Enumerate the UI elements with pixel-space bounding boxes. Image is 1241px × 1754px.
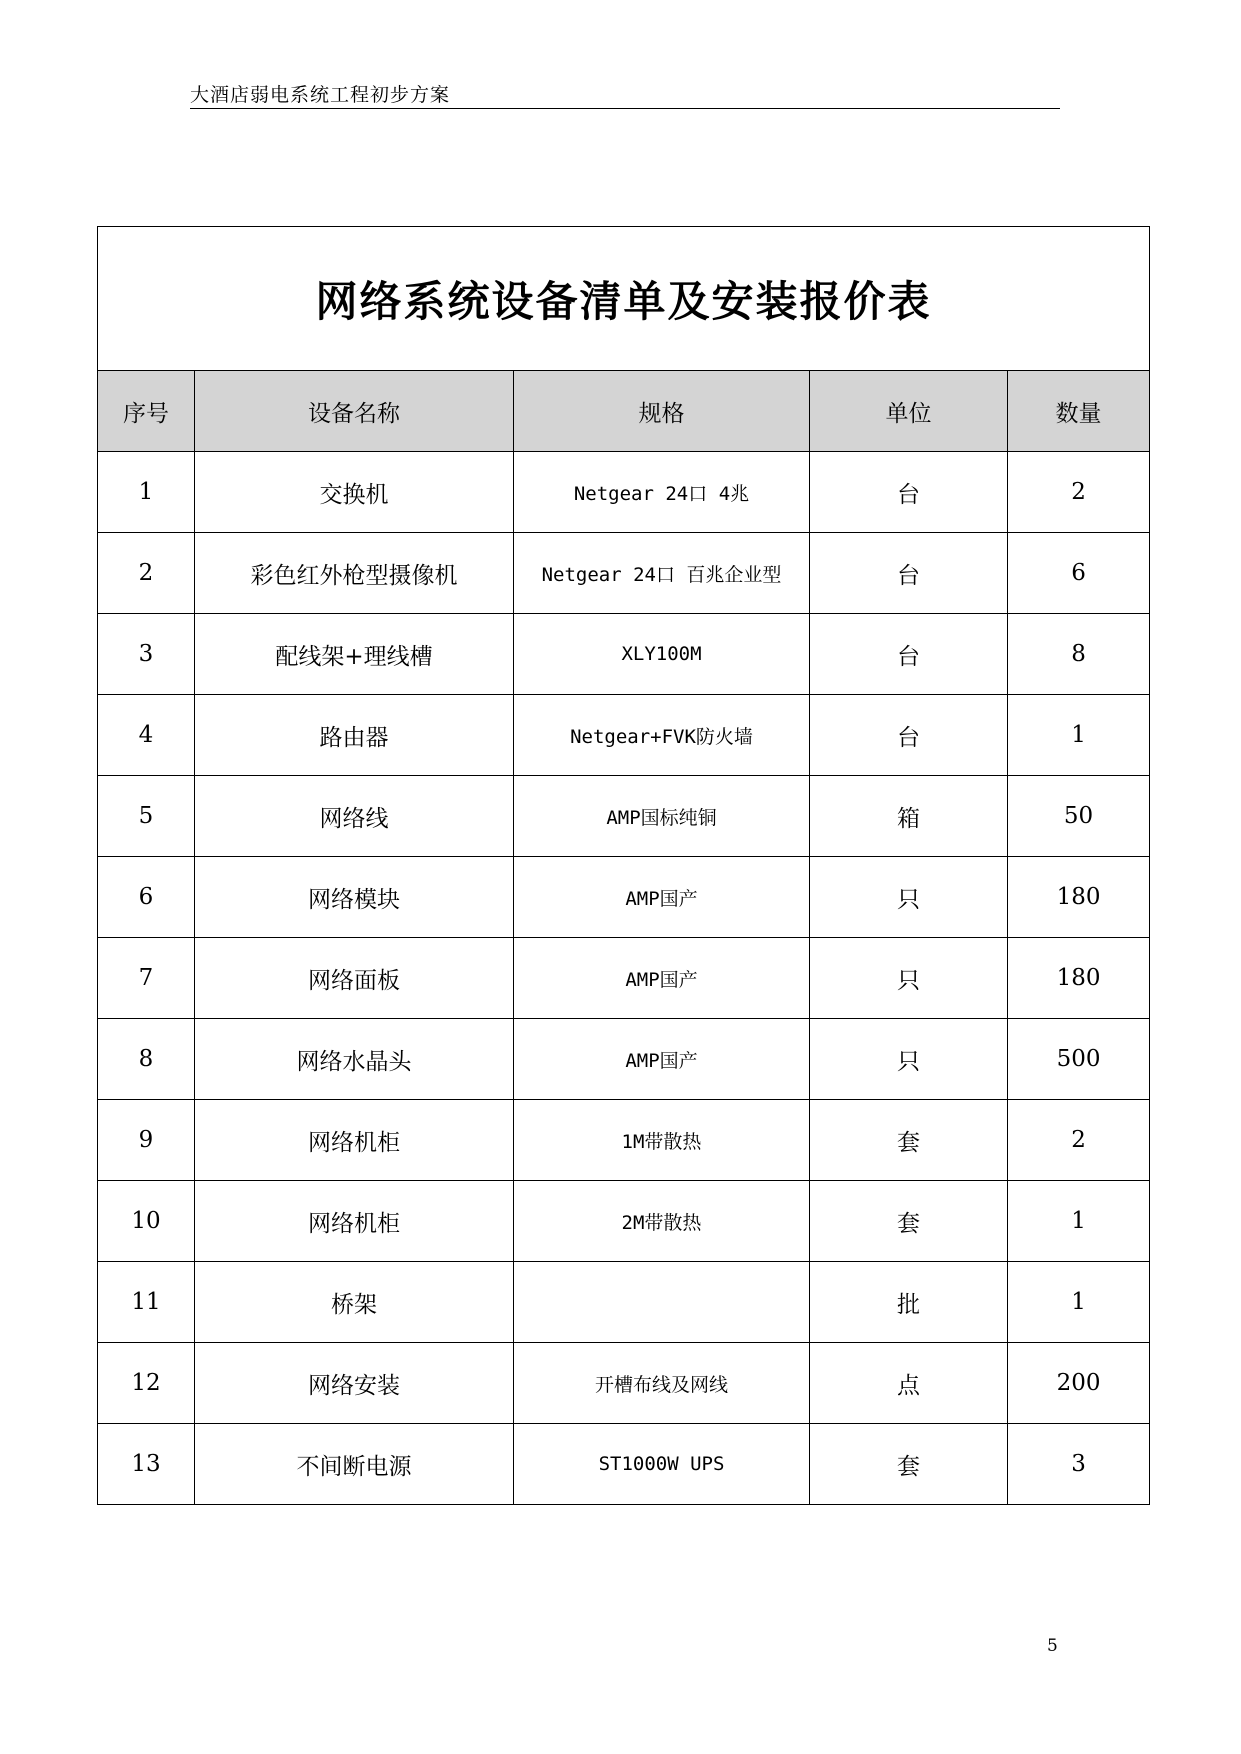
cell-unit: 只 bbox=[810, 857, 1008, 938]
table-row bbox=[98, 695, 1150, 776]
table-header-row bbox=[98, 371, 1150, 452]
cell-no: 3 bbox=[98, 614, 195, 695]
column-header-no: 序号 bbox=[98, 371, 195, 452]
table-title: 网络系统设备清单及安装报价表 bbox=[98, 227, 1150, 371]
column-header-spec: 规格 bbox=[514, 371, 810, 452]
cell-qty: 180 bbox=[1008, 938, 1150, 1019]
cell-no: 9 bbox=[98, 1100, 195, 1181]
cell-no: 2 bbox=[98, 533, 195, 614]
cell-qty: 6 bbox=[1008, 533, 1150, 614]
table-row bbox=[98, 857, 1150, 938]
table-row bbox=[98, 1262, 1150, 1343]
cell-no: 7 bbox=[98, 938, 195, 1019]
cell-unit: 台 bbox=[810, 695, 1008, 776]
cell-no: 12 bbox=[98, 1343, 195, 1424]
cell-unit: 箱 bbox=[810, 776, 1008, 857]
column-header-qty: 数量 bbox=[1008, 371, 1150, 452]
cell-name: 网络安装 bbox=[195, 1343, 514, 1424]
cell-unit: 只 bbox=[810, 938, 1008, 1019]
table-title-row bbox=[98, 227, 1150, 371]
cell-spec: Netgear 24口 百兆企业型 bbox=[514, 533, 810, 614]
cell-name: 桥架 bbox=[195, 1262, 514, 1343]
cell-spec bbox=[514, 1262, 810, 1343]
cell-name: 网络水晶头 bbox=[195, 1019, 514, 1100]
cell-spec: AMP国产 bbox=[514, 857, 810, 938]
cell-name: 彩色红外枪型摄像机 bbox=[195, 533, 514, 614]
cell-name: 路由器 bbox=[195, 695, 514, 776]
page-number: 5 bbox=[1047, 1636, 1058, 1656]
cell-unit: 批 bbox=[810, 1262, 1008, 1343]
cell-qty: 8 bbox=[1008, 614, 1150, 695]
cell-qty: 1 bbox=[1008, 1181, 1150, 1262]
running-header bbox=[190, 84, 1060, 109]
cell-no: 13 bbox=[98, 1424, 195, 1505]
table-row bbox=[98, 1100, 1150, 1181]
cell-spec: 开槽布线及网线 bbox=[514, 1343, 810, 1424]
cell-name: 网络面板 bbox=[195, 938, 514, 1019]
cell-no: 1 bbox=[98, 452, 195, 533]
cell-qty: 50 bbox=[1008, 776, 1150, 857]
column-header-unit: 单位 bbox=[810, 371, 1008, 452]
table-row bbox=[98, 614, 1150, 695]
cell-qty: 2 bbox=[1008, 1100, 1150, 1181]
cell-qty: 1 bbox=[1008, 695, 1150, 776]
cell-spec: XLY100M bbox=[514, 614, 810, 695]
cell-spec: AMP国标纯铜 bbox=[514, 776, 810, 857]
cell-spec: AMP国产 bbox=[514, 1019, 810, 1100]
cell-name: 网络模块 bbox=[195, 857, 514, 938]
cell-unit: 台 bbox=[810, 452, 1008, 533]
cell-name: 不间断电源 bbox=[195, 1424, 514, 1505]
table-row bbox=[98, 1181, 1150, 1262]
cell-no: 10 bbox=[98, 1181, 195, 1262]
cell-no: 11 bbox=[98, 1262, 195, 1343]
cell-unit: 点 bbox=[810, 1343, 1008, 1424]
cell-spec: AMP国产 bbox=[514, 938, 810, 1019]
cell-name: 网络线 bbox=[195, 776, 514, 857]
cell-spec: 1M带散热 bbox=[514, 1100, 810, 1181]
cell-spec: ST1000W UPS bbox=[514, 1424, 810, 1505]
table-row bbox=[98, 1019, 1150, 1100]
cell-unit: 套 bbox=[810, 1100, 1008, 1181]
cell-qty: 500 bbox=[1008, 1019, 1150, 1100]
cell-spec: Netgear 24口 4兆 bbox=[514, 452, 810, 533]
cell-spec: 2M带散热 bbox=[514, 1181, 810, 1262]
cell-unit: 只 bbox=[810, 1019, 1008, 1100]
cell-qty: 3 bbox=[1008, 1424, 1150, 1505]
cell-unit: 台 bbox=[810, 614, 1008, 695]
cell-no: 4 bbox=[98, 695, 195, 776]
cell-no: 5 bbox=[98, 776, 195, 857]
table-row bbox=[98, 776, 1150, 857]
table-row bbox=[98, 533, 1150, 614]
cell-spec: Netgear+FVK防火墙 bbox=[514, 695, 810, 776]
cell-name: 交换机 bbox=[195, 452, 514, 533]
cell-qty: 1 bbox=[1008, 1262, 1150, 1343]
cell-no: 8 bbox=[98, 1019, 195, 1100]
table-row bbox=[98, 1424, 1150, 1505]
table-body bbox=[98, 452, 1150, 1505]
cell-no: 6 bbox=[98, 857, 195, 938]
running-header-title: 大酒店弱电系统工程初步方案 bbox=[190, 84, 451, 106]
cell-unit: 台 bbox=[810, 533, 1008, 614]
column-header-name: 设备名称 bbox=[195, 371, 514, 452]
table-row bbox=[98, 1343, 1150, 1424]
cell-unit: 套 bbox=[810, 1424, 1008, 1505]
cell-name: 网络机柜 bbox=[195, 1100, 514, 1181]
cell-qty: 2 bbox=[1008, 452, 1150, 533]
table-row bbox=[98, 938, 1150, 1019]
equipment-quote-table bbox=[97, 226, 1150, 1505]
cell-name: 网络机柜 bbox=[195, 1181, 514, 1262]
cell-qty: 200 bbox=[1008, 1343, 1150, 1424]
cell-unit: 套 bbox=[810, 1181, 1008, 1262]
table-row bbox=[98, 452, 1150, 533]
cell-qty: 180 bbox=[1008, 857, 1150, 938]
cell-name: 配线架+理线槽 bbox=[195, 614, 514, 695]
